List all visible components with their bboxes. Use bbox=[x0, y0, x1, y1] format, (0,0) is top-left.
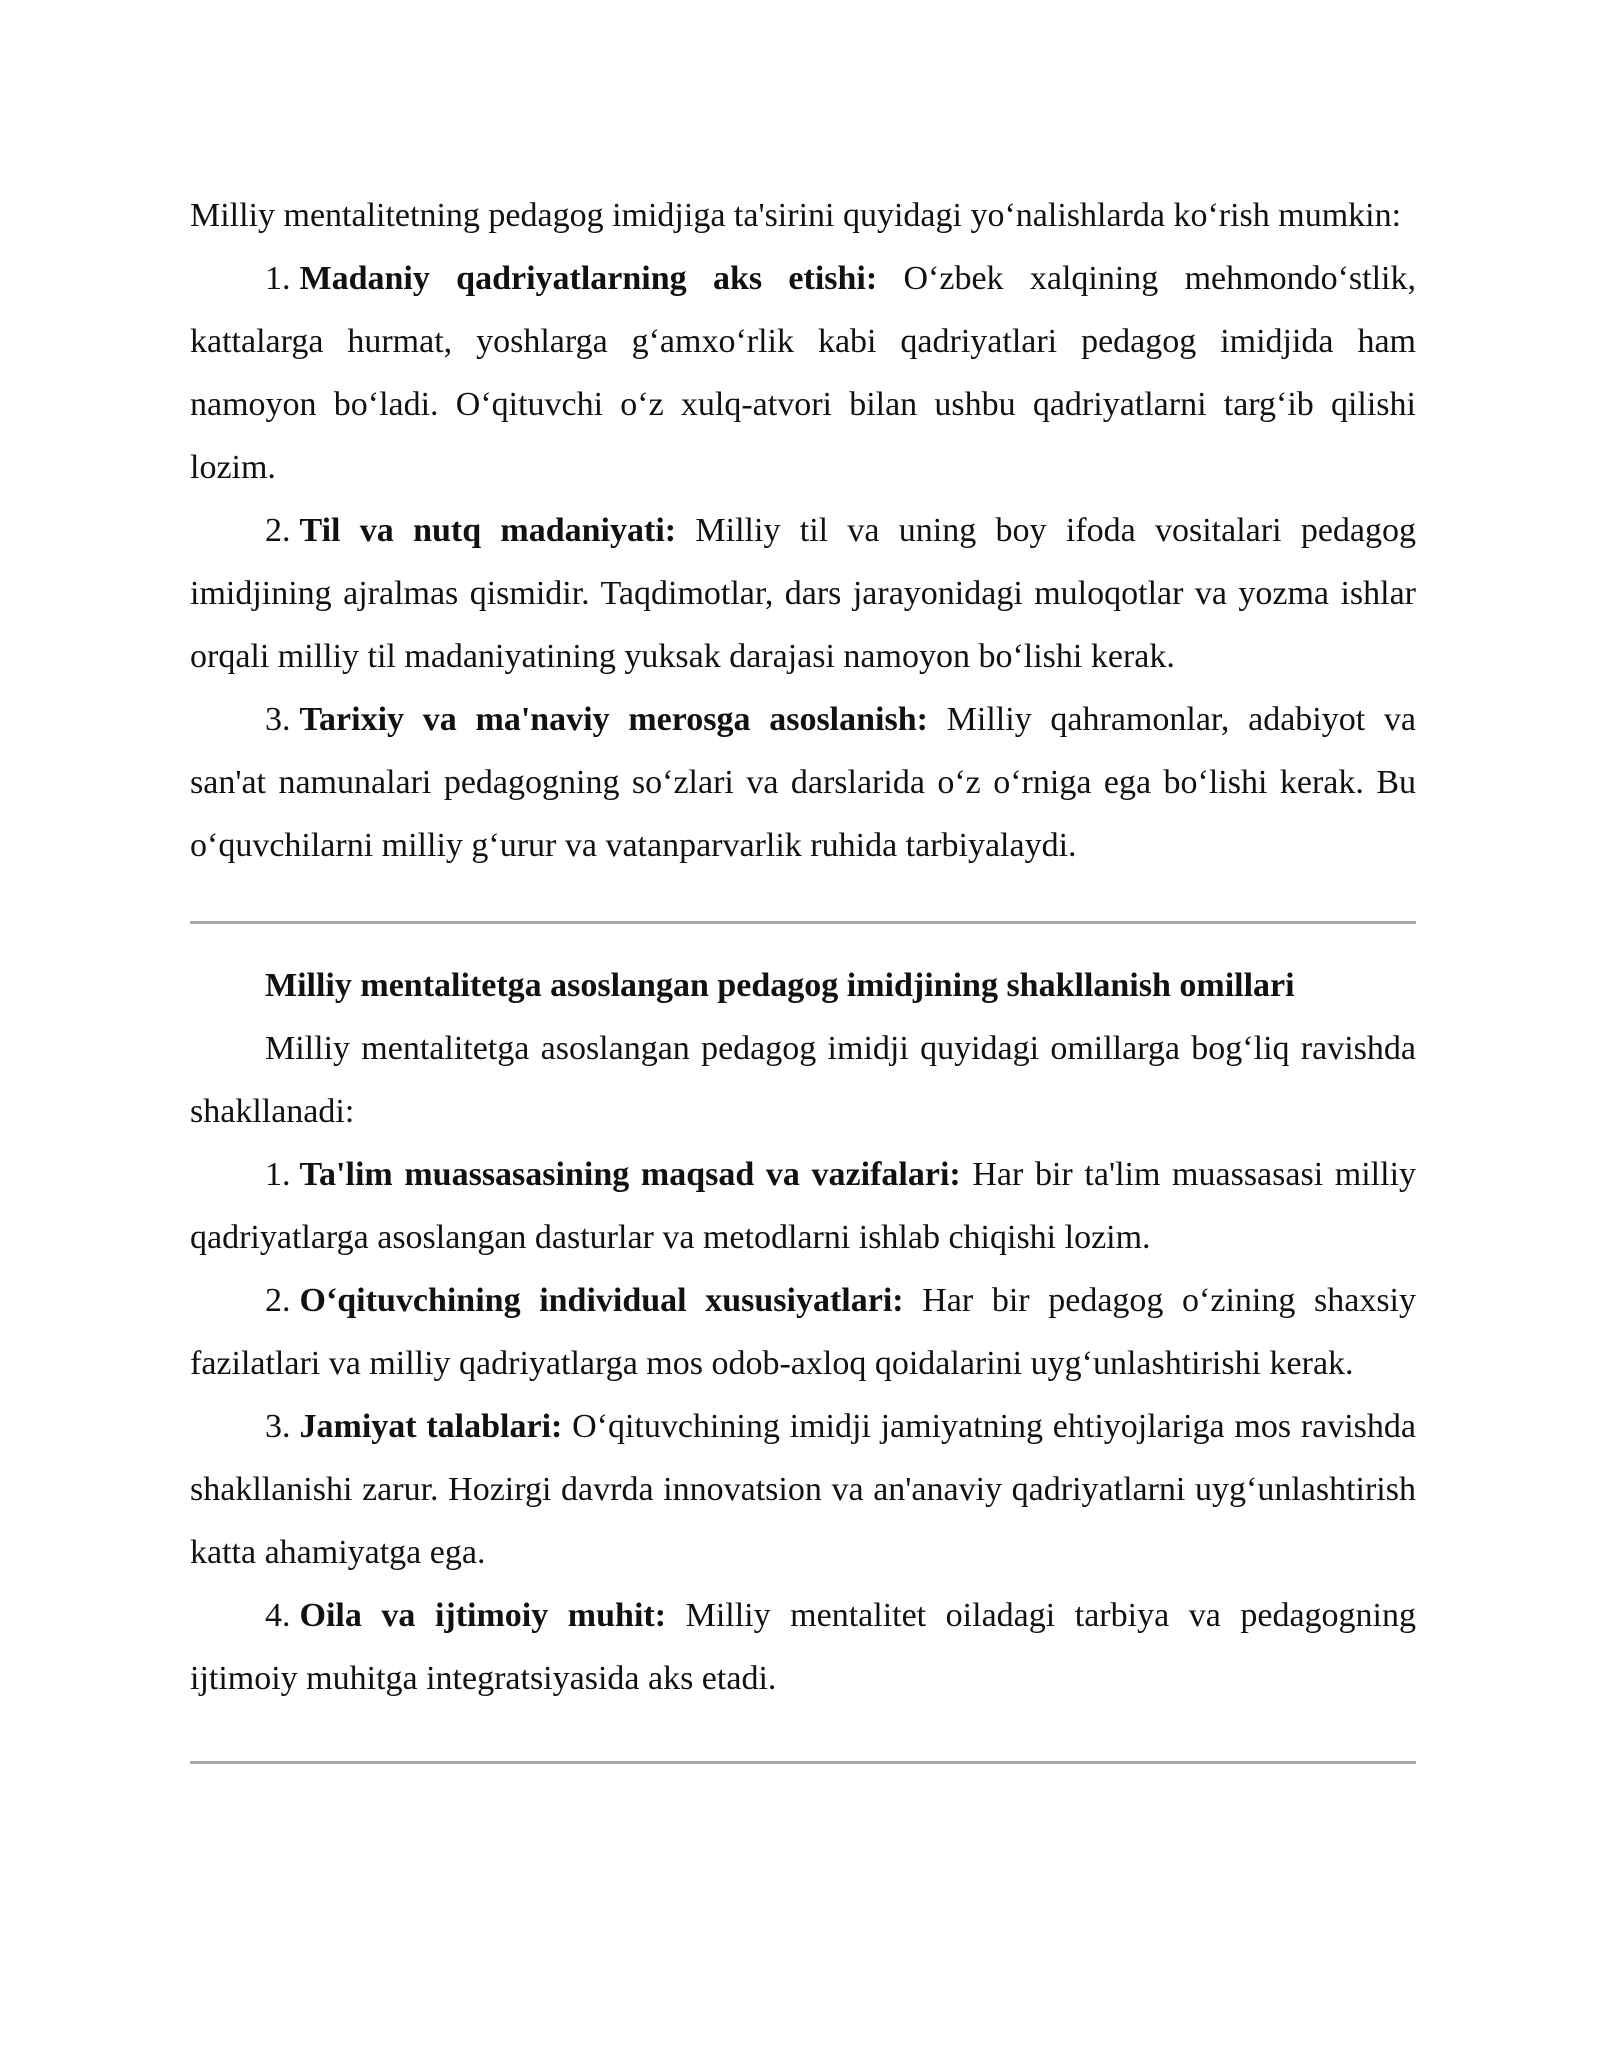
list-item bbox=[190, 1269, 1416, 1395]
horizontal-divider bbox=[190, 921, 1416, 924]
item-text: Milliy til va uning boy ifoda vositalari pedagog imidjining ajralmas qismidir. Taqdimotlar, dars jarayonidagi muloqotlar va yozma ishlar orqali milliy til madaniyatining yuksak darajasi namoyon bo‘lishi kerak. bbox=[190, 512, 1417, 675]
section-heading: Milliy mentalitetga asoslangan pedagog imidjining shakllanish omillari bbox=[265, 967, 1295, 1004]
list-item bbox=[190, 247, 1416, 499]
item-title: O‘qituvchining individual xususiyatlari: bbox=[299, 1282, 904, 1319]
horizontal-divider bbox=[190, 1761, 1416, 1764]
item-number: 4. bbox=[265, 1597, 291, 1634]
section1-intro: Milliy mentalitetning pedagog imidjiga ta'sirini quyidagi yo‘nalishlarda ko‘rish mumkin: bbox=[190, 197, 1402, 234]
item-title: Madaniy qadriyatlarning aks etishi: bbox=[299, 260, 878, 297]
item-title: Oila va ijtimoiy muhit: bbox=[299, 1597, 667, 1634]
item-title: Til va nutq madaniyati: bbox=[299, 512, 677, 549]
item-title: Jamiyat talablari: bbox=[299, 1408, 563, 1445]
item-text: Milliy qahramonlar, adabiyot va san'at namunalari pedagogning so‘zlari va darslarida o‘z o‘rniga ega bo‘lishi kerak. Bu o‘quvchilarni milliy g‘urur va vatanparvarlik ruhida tarbiyalaydi. bbox=[190, 701, 1416, 864]
list-item bbox=[190, 1584, 1416, 1710]
list-item bbox=[190, 1143, 1416, 1269]
item-number: 2. bbox=[265, 512, 291, 549]
item-text: Har bir pedagog o‘zining shaxsiy fazilatlari va milliy qadriyatlarga mos odob-axloq qoidalarini uyg‘unlashtirishi kerak. bbox=[190, 1282, 1416, 1382]
item-title: Tarixiy va ma'naviy merosga asoslanish: bbox=[299, 701, 928, 738]
item-number: 3. bbox=[265, 701, 291, 738]
item-title: Ta'lim muassasasining maqsad va vazifalari: bbox=[299, 1156, 961, 1193]
item-text: Milliy mentalitet oiladagi tarbiya va pedagogning ijtimoiy muhitga integratsiyasida aks etadi. bbox=[190, 1597, 1416, 1697]
list-item bbox=[190, 499, 1416, 688]
item-text: O‘zbek xalqining mehmondo‘stlik, kattalarga hurmat, yoshlarga g‘amxo‘rlik kabi qadriyatlari pedagog imidjida ham namoyon bo‘ladi. O‘qituvchi o‘z xulq-atvori bilan ushbu qadriyatlarni targ‘ib qilishi lozim. bbox=[190, 260, 1416, 486]
item-number: 3. bbox=[265, 1408, 291, 1445]
list-item bbox=[190, 688, 1416, 877]
section2-intro: Milliy mentalitetga asoslangan pedagog imidji quyidagi omillarga bog‘liq ravishda shakllanadi: bbox=[190, 1030, 1416, 1130]
document-page bbox=[190, 184, 1416, 1764]
item-number: 1. bbox=[265, 260, 291, 297]
item-number: 1. bbox=[265, 1156, 291, 1193]
item-text: O‘qituvchining imidji jamiyatning ehtiyojlariga mos ravishda shakllanishi zarur. Hozirgi davrda innovatsion va an'anaviy qadriyatlarni uyg‘unlashtirish katta ahamiyatga ega. bbox=[190, 1408, 1416, 1571]
item-text: Har bir ta'lim muassasasi milliy qadriyatlarga asoslangan dasturlar va metodlarni ishlab chiqishi lozim. bbox=[190, 1156, 1417, 1256]
item-number: 2. bbox=[265, 1282, 291, 1319]
list-item bbox=[190, 1395, 1416, 1584]
